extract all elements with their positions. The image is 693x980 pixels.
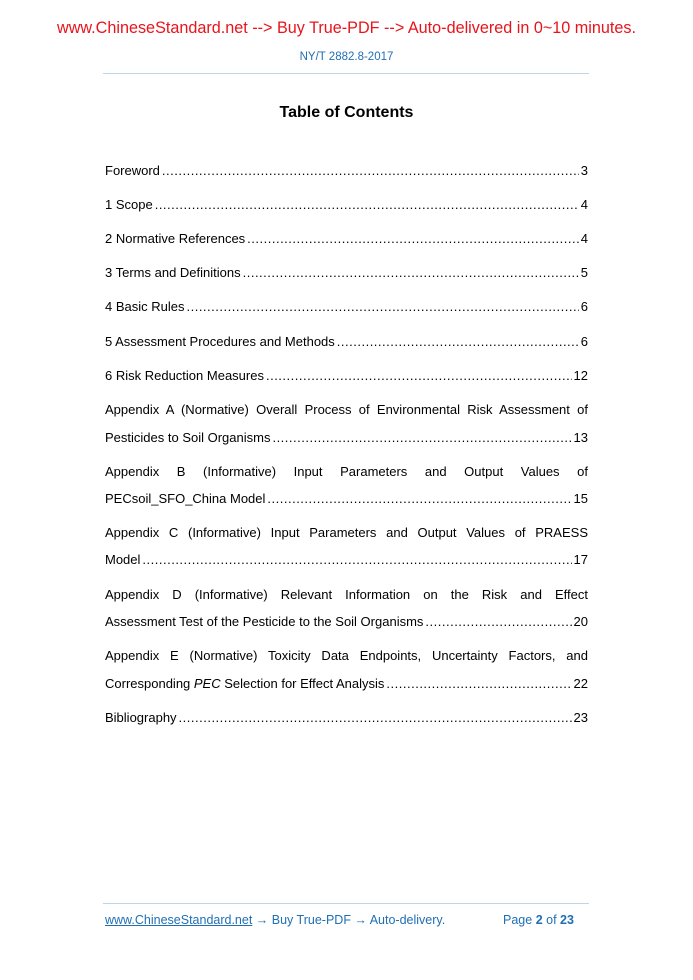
toc-entry-normative-references[interactable] [105,231,588,247]
label-prefix: Corresponding [105,676,194,691]
toc-entry-page: 6 [580,334,588,349]
toc-entry-appendix-a-line1[interactable]: Appendix A (Normative) Overall Process of Environmental Risk Assessment of [105,402,588,417]
toc-entry-page: 20 [573,614,588,629]
toc-entry-page: 12 [573,368,588,383]
toc-entry-label: Pesticides to Soil Organisms [105,430,271,445]
footer-divider [103,903,589,904]
leader-dots [179,710,572,726]
toc-entry-assessment-procedures[interactable] [105,334,588,350]
document-number: NY/T 2882.8-2017 [299,51,394,63]
toc-entry-appendix-b-line2[interactable] [105,491,588,507]
toc-entry-label: Foreword [105,163,160,178]
toc-entry-appendix-e-line2[interactable] [105,676,588,692]
toc-entry-page: 3 [580,163,588,178]
toc-entry-appendix-c-line1[interactable]: Appendix C (Informative) Input Parameters and Output Values of PRAESS [105,525,588,540]
page-indicator [503,913,574,927]
label-suffix: Selection for Effect Analysis [220,676,385,691]
toc-entry-appendix-e-line1[interactable]: Appendix E (Normative) Toxicity Data Endpoints, Uncertainty Factors, and [105,648,588,663]
toc-entry-label: Bibliography [105,710,177,725]
leader-dots [247,231,579,247]
toc-entry-label: 3 Terms and Definitions [105,265,241,280]
toc-entry-appendix-b-line1[interactable]: Appendix B (Informative) Input Parameters and Output Values of [105,464,588,479]
leader-dots [337,334,579,350]
toc-entry-basic-rules[interactable] [105,299,588,315]
arrow-icon: → [350,913,370,927]
toc-entry-page: 17 [573,552,588,567]
toc-entry-page: 6 [580,299,588,314]
toc-entry-appendix-a-line2[interactable] [105,430,588,446]
toc-entry-label: Model [105,552,141,567]
toc-entry-page: 23 [573,710,588,725]
leader-dots [142,552,571,568]
arrow-icon: → [252,913,272,927]
of-label: of [546,913,557,927]
footer-auto-text: Auto-delivery. [369,913,446,927]
footer-buy-text: Buy True-PDF [271,913,351,927]
footer-links [105,913,445,927]
toc-entry-terms-definitions[interactable] [105,265,588,281]
toc-entry-page: 4 [580,231,588,246]
page-current: 2 [535,913,543,927]
toc-entry-appendix-c-line2[interactable] [105,552,588,568]
toc-entry-page: 22 [573,676,588,691]
toc-entry-appendix-d-line2[interactable] [105,614,588,630]
leader-dots [186,299,578,315]
toc-entry-bibliography[interactable] [105,710,588,726]
toc-entry-label: Assessment Test of the Pesticide to the Soil Organisms [105,614,424,629]
toc-entry-label: 5 Assessment Procedures and Methods [105,334,335,349]
leader-dots [267,491,571,507]
toc-entry-page: 5 [580,265,588,280]
page-total: 23 [560,913,574,927]
toc-entry-scope[interactable] [105,197,588,213]
toc-entry-page: 4 [580,197,588,212]
toc-title: Table of Contents [279,104,414,121]
toc-entry-foreword[interactable] [105,163,588,179]
toc-entry-risk-reduction[interactable] [105,368,588,384]
toc-entry-label: PECsoil_SFO_China Model [105,491,266,506]
label-emphasis: PEC [193,676,221,691]
leader-dots [162,163,579,179]
toc-entry-label: 2 Normative References [105,231,246,246]
toc-entry-label: 4 Basic Rules [105,299,185,314]
toc-entry-appendix-d-line1[interactable]: Appendix D (Informative) Relevant Information on the Risk and Effect [105,587,588,602]
promo-banner-link[interactable]: www.ChineseStandard.net --> Buy True-PDF --> Auto-delivered in 0~10 minutes. [57,19,636,37]
toc-entry-label: 6 Risk Reduction Measures [105,368,264,383]
leader-dots [272,430,571,446]
leader-dots [155,197,579,213]
toc-entry-page: 15 [573,491,588,506]
leader-dots [386,676,571,692]
footer-site-link[interactable]: www.ChineseStandard.net [105,913,253,927]
toc-entry-label [105,676,384,692]
leader-dots [425,614,571,630]
leader-dots [243,265,579,281]
header-divider [103,73,589,74]
page-label: Page [503,913,533,927]
toc-entry-label: 1 Scope [105,197,153,212]
leader-dots [266,368,572,384]
toc-entry-page: 13 [573,430,588,445]
